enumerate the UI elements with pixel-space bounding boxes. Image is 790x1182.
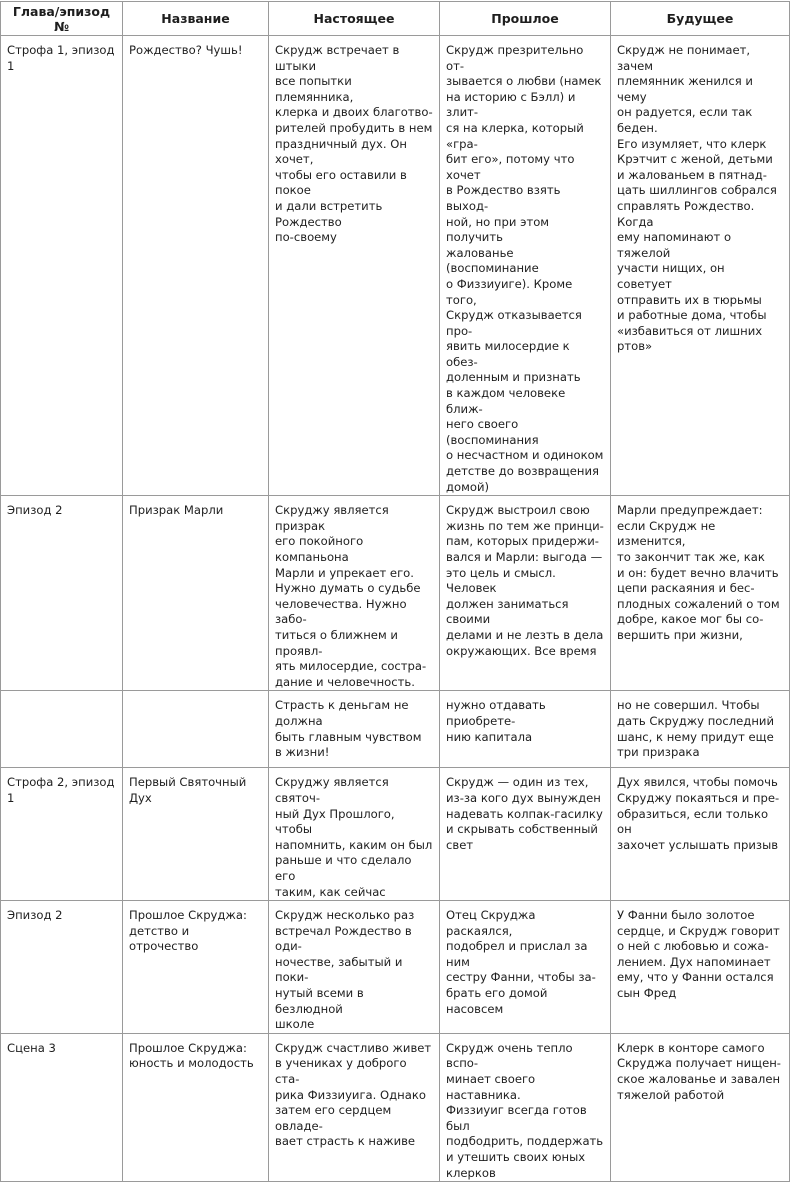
cell-chapter: Эпизод 2 — [1, 901, 123, 1034]
cell-future: но не совершил. Чтобы дать Скруджу последний шанс, к нему придут еще три призрака — [611, 691, 790, 768]
cell-present: Скрудж встречает в штыки все попытки племянника, клерка и двоих благотво- рителей пробудить в нем праздничный дух. Он хочет, чтобы его оставили в покое и дали встретить Рождество по-своему — [269, 36, 440, 496]
cell-present: Скруджу является святоч- ный Дух Прошлого, чтобы напомнить, каким он был раньше и что сделало его таким, как сейчас — [269, 768, 440, 901]
cell-chapter: Строфа 2, эпизод 1 — [1, 768, 123, 901]
cell-title — [123, 691, 269, 768]
table-row — [1, 901, 790, 1034]
cell-future: Клерк в конторе самого Скруджа получает нищен- ское жалованье и завален тяжелой работой — [611, 1033, 790, 1181]
cell-past: Скрудж — один из тех, из-за кого дух вынужден надевать колпак-гасилку и скрывать собственный свет — [440, 768, 611, 901]
table-row — [1, 496, 790, 691]
cell-chapter: Сцена 3 — [1, 1033, 123, 1181]
cell-chapter: Строфа 1, эпизод 1 — [1, 36, 123, 496]
table-row — [1, 1033, 790, 1181]
header-chapter: Глава/эпизод № — [1, 2, 123, 36]
cell-present: Страсть к деньгам не должна быть главным чувством в жизни! — [269, 691, 440, 768]
header-title: Название — [123, 2, 269, 36]
cell-future: У Фанни было золотое сердце, и Скрудж говорит о ней с любовью и сожа- лением. Дух напоминает ему, что у Фанни остался сын Фред — [611, 901, 790, 1034]
cell-title: Прошлое Скруджа: юность и молодость — [123, 1033, 269, 1181]
header-future: Будущее — [611, 2, 790, 36]
plot-table — [0, 1, 790, 1182]
cell-present: Скрудж несколько раз встречал Рождество в оди- ночестве, забытый и поки- нутый всеми в безлюдной школе — [269, 901, 440, 1034]
cell-past: Скрудж презрительно от- зывается о любви (намек на историю с Бэлл) и злит- ся на клерка, который «гра- бит его», потому что хочет в Рождество взять выход- ной, но при этом получить жалованье (воспоминание о Физзиуиге). Кроме того, Скрудж отказывается про- явить милосердие к обез- доленным и признать в каждом человеке ближ- него своего (воспоминания о несчастном и одиноком детстве до возвращения домой) — [440, 36, 611, 496]
cell-chapter — [1, 691, 123, 768]
header-present: Настоящее — [269, 2, 440, 36]
header-past: Прошлое — [440, 2, 611, 36]
cell-title: Призрак Марли — [123, 496, 269, 691]
cell-future: Марли предупреждает: если Скрудж не изменится, то закончит так же, как и он: будет вечно влачить цепи раскаяния и бес- плодных сожалений о том добре, какое мог бы со- вершить при жизни, — [611, 496, 790, 691]
header-row — [1, 2, 790, 36]
cell-future: Дух явился, чтобы помочь Скруджу покаяться и пре- образиться, если только он захочет услышать призыв — [611, 768, 790, 901]
table-row — [1, 691, 790, 768]
cell-present: Скрудж счастливо живет в учениках у доброго ста- рика Физзиуига. Однако затем его сердцем овладе- вает страсть к наживе — [269, 1033, 440, 1181]
cell-present: Скруджу является призрак его покойного компаньона Марли и упрекает его. Нужно думать о судьбе человечества. Нужно забо- титься о ближнем и проявл- ять милосердие, состра- дание и человечность. — [269, 496, 440, 691]
cell-chapter: Эпизод 2 — [1, 496, 123, 691]
table-row — [1, 36, 790, 496]
cell-past: Скрудж выстроил свою жизнь по тем же принци- пам, которых придержи- вался и Марли: выгода — это цель и смысл. Человек должен заниматься своими делами и не лезть в дела окружающих. Все время — [440, 496, 611, 691]
cell-title: Первый Святочный Дух — [123, 768, 269, 901]
table-row — [1, 768, 790, 901]
cell-past: нужно отдавать приобрете- нию капитала — [440, 691, 611, 768]
cell-title: Рождество? Чушь! — [123, 36, 269, 496]
cell-future: Скрудж не понимает, зачем племянник женился и чему он радуется, если так беден. Его изумляет, что клерк Крэтчит с женой, детьми и жалованьем в пятнад- цать шиллингов собрался справлять Рождество. Когда ему напоминают о тяжелой участи нищих, он советует отправить их в тюрьмы и работные дома, чтобы «избавиться от лишних ртов» — [611, 36, 790, 496]
cell-past: Отец Скруджа раскаялся, подобрел и прислал за ним сестру Фанни, чтобы за- брать его домой насовсем — [440, 901, 611, 1034]
cell-past: Скрудж очень тепло вспо- минает своего наставника. Физзиуиг всегда готов был подбодрить, поддержать и утешить своих юных клерков — [440, 1033, 611, 1181]
cell-title: Прошлое Скруджа: детство и отрочество — [123, 901, 269, 1034]
